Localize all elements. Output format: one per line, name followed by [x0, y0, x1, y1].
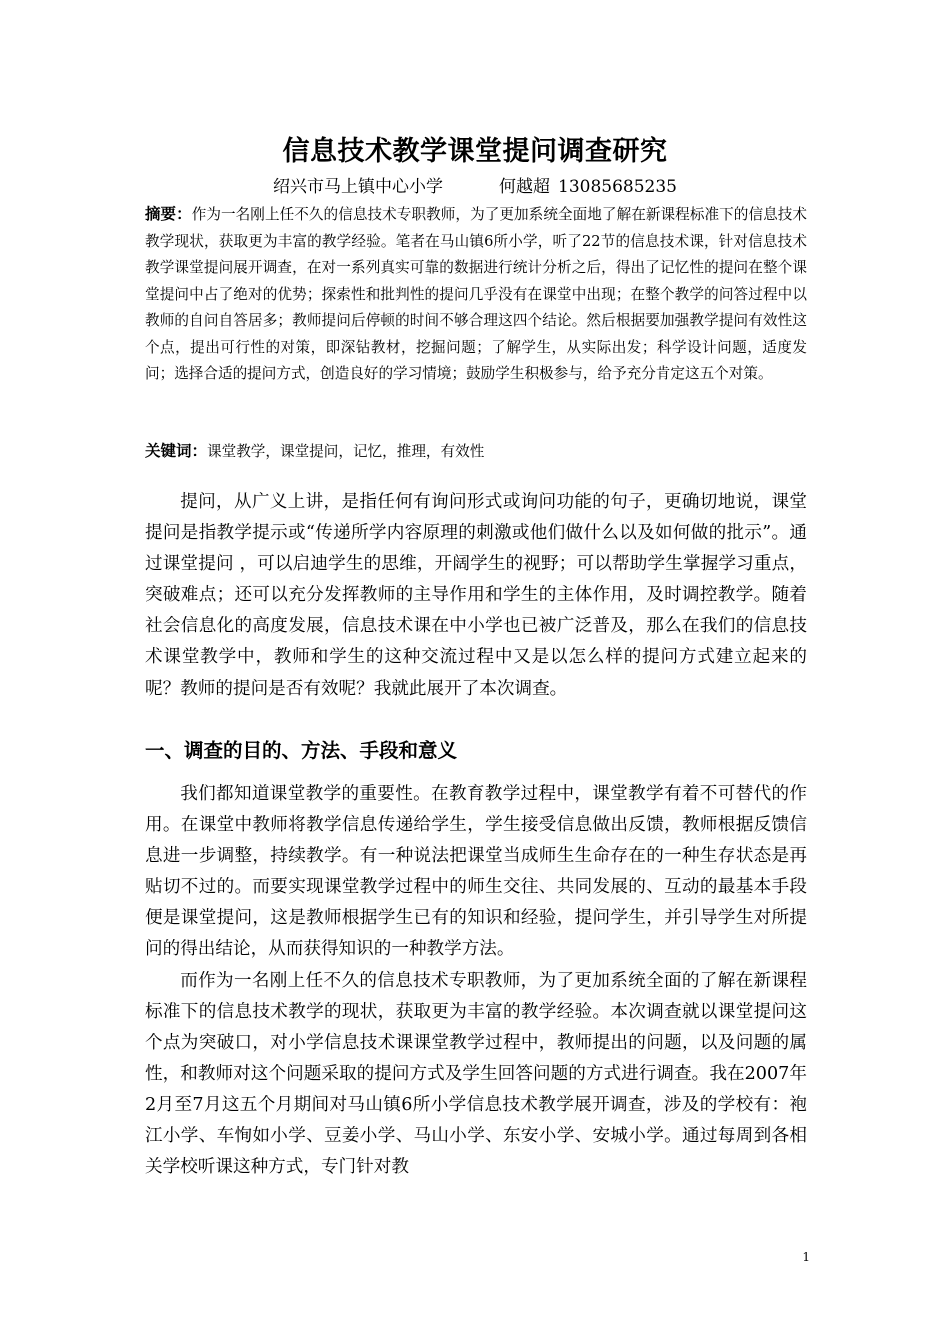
- abstract-text: 作为一名刚上任不久的信息技术专职教师，为了更加系统全面地了解在新课程标准下的信息技术教学现状，获取更为丰富的教学经验。笔者在马山镇6所小学，听了22节的信息技术课，针对信息技术教学课堂提问展开调查，在对一系列真实可靠的数据进行统计分析之后，得出了记忆性的提问在整个课堂提问中占了绝对的优势；探索性和批判性的提问几乎没有在课堂中出现；在整个教学的问答过程中以教师的自问自答居多；教师提问后停顿的时间不够合理这四个结论。然后根据要加强教学提问有效性这个点，提出可行性的对策，即深钻教材，挖掘问题；了解学生，从实际出发；科学设计问题，适度发问；选择合适的提问方式，创造良好的学习情境；鼓励学生积极参与，给予充分肯定这五个对策。: [145, 206, 807, 382]
- paper-title: 信息技术教学课堂提问调查研究: [282, 136, 668, 167]
- keywords-label: 关键词：: [145, 442, 208, 460]
- section-body: [145, 779, 807, 1183]
- section-heading: 一、调查的目的、方法、手段和意义: [145, 739, 458, 762]
- abstract: [145, 201, 807, 388]
- body-paragraph: 我们都知道课堂教学的重要性。在教育教学过程中，课堂教学有着不可替代的作用。在课堂中教师将教学信息传递给学生，学生接受信息做出反馈，教师根据反馈信息进一步调整，持续教学。有一种说法把课堂当成师生生命存在的一种生存状态是再贴切不过的。而要实现课堂教学过程中的师生交往、共同发展的、互动的最基本手段便是课堂提问，这是教师根据学生已有的知识和经验，提问学生，并引导学生对所提问的得出结论，从而获得知识的一种教学方法。: [145, 784, 807, 960]
- keywords: [145, 438, 807, 465]
- author-school: 绍兴市马上镇中心小学: [273, 177, 443, 197]
- keywords-text: 课堂教学，课堂提问，记忆，推理，有效性: [207, 443, 485, 460]
- intro-paragraph: 提问，从广义上讲，是指任何有询问形式或询问功能的句子，更确切地说，课堂提问是指教学提示或“传递所学内容原理的刺激或他们做什么以及如何做的批示”。通过课堂提问 ，可以启迪学生的思维，开阔学生的视野；可以帮助学生掌握学习重点，突破难点；还可以充分发挥教师的主导作用和学生的主体作用，及时调控教学。随着社会信息化的高度发展，信息技术课在中小学也已被广泛普及，那么在我们的信息技术课堂教学中，教师和学生的这种交流过程中又是以怎么样的提问方式建立起来的呢？教师的提问是否有效呢？我就此展开了本次调查。: [145, 492, 807, 699]
- author-line: [145, 176, 805, 198]
- body-paragraph: 而作为一名刚上任不久的信息技术专职教师，为了更加系统全面的了解在新课程标准下的信息技术教学的现状，获取更为丰富的教学经验。本次调查就以课堂提问这个点为突破口，对小学信息技术课课堂教学过程中，教师提出的问题，以及问题的属性，和教师对这个问题采取的提问方式及学生回答问题的方式进行调查。我在2007年2月至7月这五个月期间对马山镇6所小学信息技术教学展开调查，涉及的学校有：袍江小学、车恂如小学、豆姜小学、马山小学、东安小学、安城小学。通过每周到各相关学校听课这种方式，专门针对教: [145, 970, 807, 1178]
- author-name: 何越超: [499, 177, 550, 197]
- abstract-label: 摘要：: [145, 205, 192, 223]
- author-phone: 13085685235: [558, 177, 677, 197]
- intro-section: [145, 487, 807, 705]
- page-number: 1: [802, 1250, 810, 1264]
